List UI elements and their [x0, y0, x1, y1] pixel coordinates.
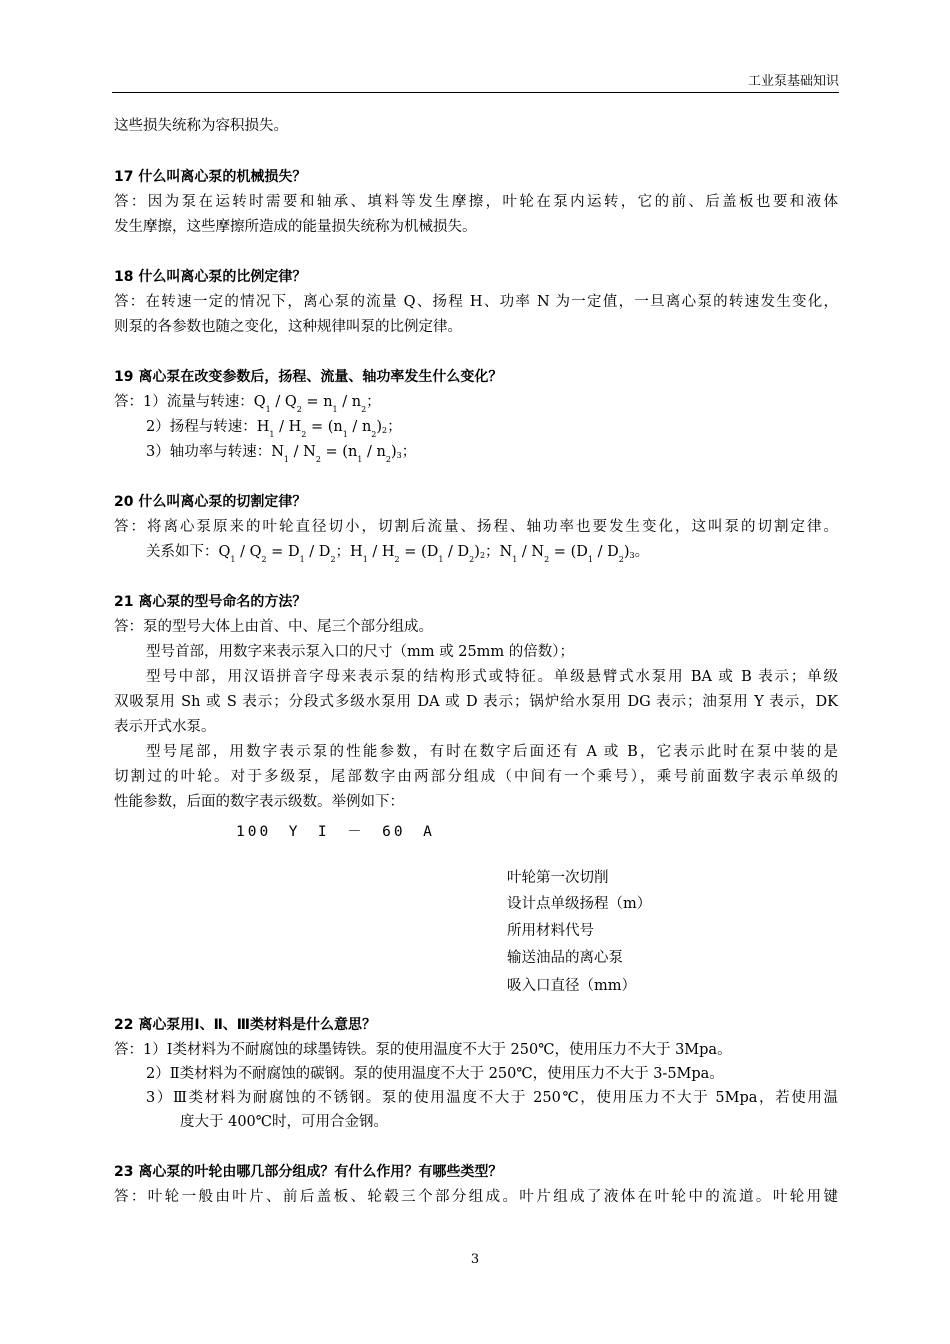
question-heading: 22 离心泵用Ⅰ、Ⅱ、Ⅲ类材料是什么意思？ [114, 1017, 377, 1033]
question-heading: 19 离心泵在改变参数后，扬程、流量、轴功率发生什么变化？ [114, 369, 503, 385]
paragraph-line: 度大于 400℃时，可用合金钢。 [180, 1114, 389, 1130]
formula-label: 3）轴功率与转速： [146, 444, 272, 460]
question-heading: 18 什么叫离心泵的比例定律？ [114, 269, 307, 285]
paragraph-line: 这些损失统称为容积损失。 [114, 118, 288, 134]
paragraph-line: 答：泵的型号大体上由首、中、尾三个部分组成。 [114, 619, 433, 635]
paragraph-line: 切割过的叶轮。对于多级泵，尾部数字由两部分组成（中间有一个乘号），乘号前面数字表示单级的 [114, 769, 838, 785]
question-heading: 23 离心泵的叶轮由哪几部分组成？有什么作用？有哪些类型？ [114, 1164, 503, 1180]
formula-line: 2）扬程与转速：$H_1 / H_2 = (n_1 / n_2)^2$； [146, 419, 402, 439]
header-rule [112, 92, 839, 93]
paragraph-line: 则泵的各参数也随之变化，这种规律叫泵的比例定律。 [114, 319, 462, 335]
model-annotation: 吸入口直径（mm） [507, 978, 636, 994]
formula-label: 答：1）流量与转速： [114, 394, 254, 410]
model-annotation: 输送油品的离心泵 [507, 950, 623, 966]
paragraph-line: 答：在转速一定的情况下，离心泵的流量 Q、扬程 H、功率 N 为一定值，一旦离心泵的转速发生变化， [114, 294, 838, 310]
paragraph-line: 型号中部，用汉语拼音字母来表示泵的结构形式或特征。单级悬臂式水泵用 BA 或 B 表示；单级 [146, 669, 838, 685]
formula-line: 3）轴功率与转速：$N_1 / N_2 = (n_1 / n_2)^3$； [146, 444, 417, 464]
running-header: 工业泵基础知识 [747, 74, 839, 89]
model-annotation: 设计点单级扬程（m） [507, 896, 652, 912]
paragraph-line: 双吸泵用 Sh 或 S 表示；分段式多级水泵用 DA 或 D 表示；锅炉给水泵用 DG 表示；油泵用 Y 表示，DK [114, 694, 838, 710]
paragraph-line: 答：将离心泵原来的叶轮直径切小，切割后流量、扬程、轴功率也要发生变化，这叫泵的切割定律。 [114, 519, 838, 535]
paragraph-line: 答：因为泵在运转时需要和轴承、填料等发生摩擦，叶轮在泵内运转，它的前、后盖板也要和液体 [114, 194, 838, 210]
question-heading: 17 什么叫离心泵的机械损失？ [114, 169, 307, 185]
formula-line: 答：1）流量与转速：$Q_1 / Q_2 = n_1 / n_2$； [114, 394, 381, 414]
paragraph-line: 发生摩擦，这些摩擦所造成的能量损失统称为机械损失。 [114, 219, 477, 235]
model-example: 100 Y I － 60 A [236, 824, 435, 840]
page-number: 3 [470, 1252, 480, 1267]
formula-label: 2）扬程与转速： [146, 419, 257, 435]
formula-line: 关系如下：$Q_1 / Q_2 = D_1 / D_2$；$H_1 / H_2 = (D_1 / D_2)^2$；$N_1 / N_2 = (D_1 / D_2)^3$。 [146, 544, 650, 564]
paragraph-line: 2）Ⅱ类材料为不耐腐蚀的碳钢。泵的使用温度不大于 250℃，使用压力不大于 3-5Mpa。 [146, 1066, 724, 1082]
model-annotation: 叶轮第一次切削 [507, 870, 609, 886]
formula-label: 关系如下： [146, 544, 219, 560]
paragraph-line: 性能参数，后面的数字表示级数。举例如下： [114, 794, 404, 810]
paragraph-line: 答：1）Ⅰ类材料为不耐腐蚀的球墨铸铁。泵的使用温度不大于 250℃，使用压力不大于 3Mpa。 [114, 1042, 732, 1058]
question-heading: 21 离心泵的型号命名的方法？ [114, 594, 307, 610]
paragraph-line: 答：叶轮一般由叶片、前后盖板、轮毂三个部分组成。叶片组成了液体在叶轮中的流道。叶轮用键 [114, 1189, 838, 1205]
model-annotation: 所用材料代号 [507, 923, 594, 939]
paragraph-line: 型号尾部，用数字表示泵的性能参数，有时在数字后面还有 A 或 B，它表示此时在泵中装的是 [146, 744, 838, 760]
question-heading: 20 什么叫离心泵的切割定律？ [114, 494, 307, 510]
paragraph-line: 3）Ⅲ类材料为耐腐蚀的不锈钢。泵的使用温度不大于 250℃，使用压力不大于 5Mpa，若使用温 [146, 1090, 838, 1106]
paragraph-line: 表示开式水泵。 [114, 719, 216, 735]
paragraph-line: 型号首部，用数字来表示泵入口的尺寸（mm 或 25mm 的倍数）； [146, 644, 575, 660]
